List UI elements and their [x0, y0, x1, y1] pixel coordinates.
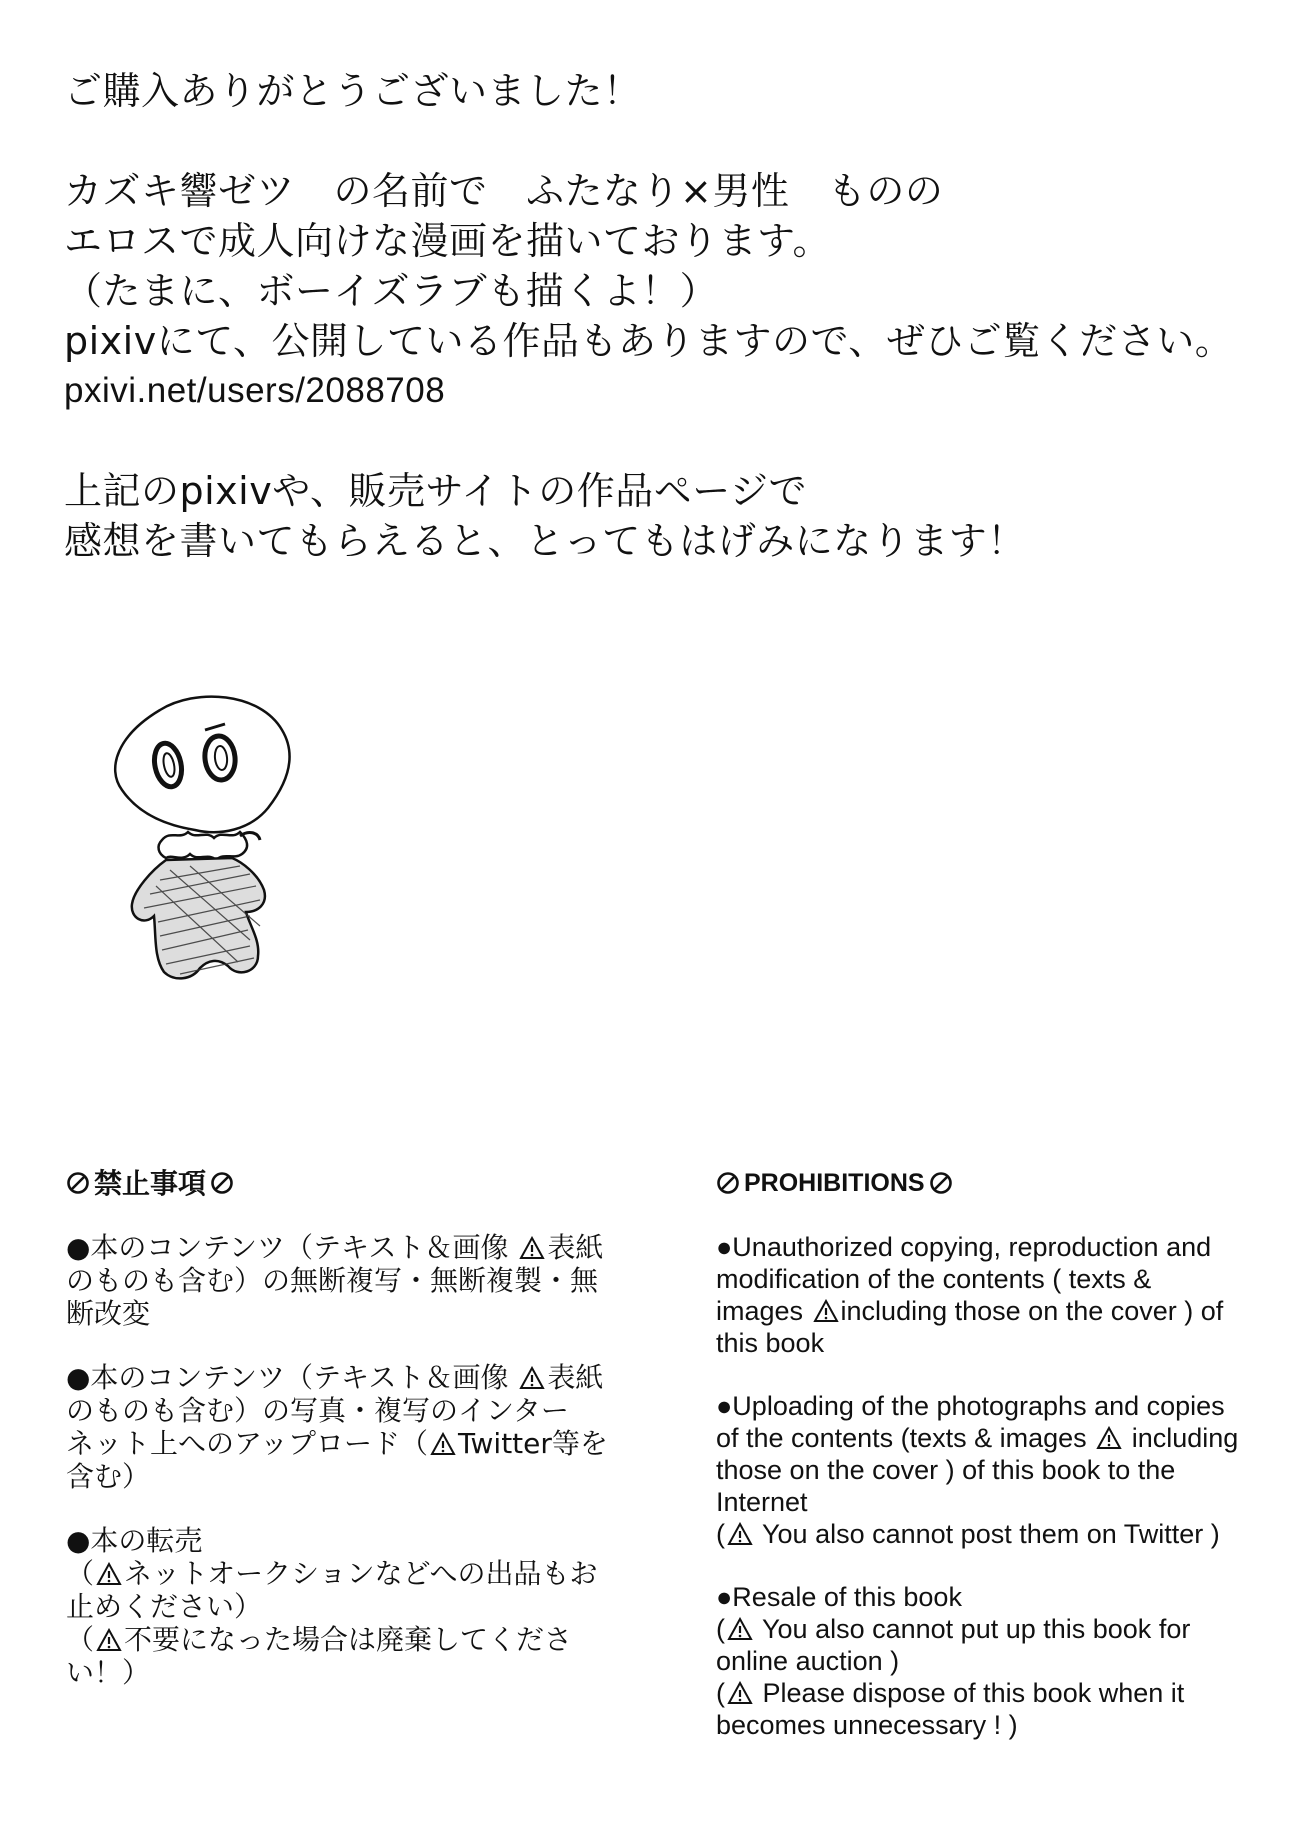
prohibitions-en-heading — [716, 1165, 1256, 1201]
thanks-text: ご購入ありがとうございました！ — [64, 69, 642, 113]
feedback-line: 感想を書いてもらえると、とってもはげみになります！ — [64, 519, 1026, 563]
item-text: ●Unauthorized copying, reproduction and — [716, 1232, 1212, 1262]
warning-icon — [519, 1236, 545, 1260]
intro-line: カズキ響ゼツ の名前で ふたなり×男性 ものの — [64, 169, 944, 213]
item-text: 止めください） — [66, 1590, 263, 1623]
item-text: images — [716, 1296, 811, 1326]
item-text: い！） — [66, 1656, 151, 1689]
intro-line: エロスで成人向けな漫画を描いております。 — [64, 219, 831, 263]
prohibition-item — [66, 1524, 626, 1689]
warning-icon — [519, 1366, 545, 1390]
item-text: ●本のコンテンツ（テキスト＆画像 — [66, 1231, 518, 1264]
item-text: modification of the contents ( texts & — [716, 1264, 1152, 1294]
item-text: Please dispose of this book when it — [755, 1678, 1185, 1708]
item-text: 表紙 — [547, 1361, 604, 1394]
prohibitions-ja-heading — [66, 1165, 626, 1201]
item-text: this book — [716, 1328, 825, 1358]
item-text: ( — [716, 1614, 725, 1644]
prohibitions-ja-title: 禁止事項 — [94, 1166, 207, 1200]
item-text: Internet — [716, 1487, 808, 1517]
item-text: のものも含む）の無断複写・無断複製・無 — [66, 1264, 599, 1297]
intro-section — [64, 66, 1244, 566]
item-text: Twitter等を — [458, 1427, 608, 1460]
item-text: becomes unnecessary ! ) — [716, 1710, 1018, 1740]
item-text: ネットオークションなどへの出品もお — [124, 1557, 598, 1590]
prohibited-icon — [66, 1171, 90, 1195]
item-text: ( — [716, 1519, 725, 1549]
item-text: ●本のコンテンツ（テキスト＆画像 — [66, 1361, 518, 1394]
pixiv-url-link[interactable]: pxivi.net/users/2088708 — [64, 371, 446, 410]
warning-icon — [1096, 1426, 1122, 1450]
item-text: including — [1124, 1423, 1239, 1453]
prohibited-icon — [210, 1171, 234, 1195]
prohibited-icon — [929, 1171, 953, 1195]
item-text: ●Uploading of the photographs and copies — [716, 1391, 1225, 1421]
warning-icon — [813, 1299, 839, 1323]
prohibition-item — [716, 1231, 1256, 1359]
item-text: ●Resale of this book — [716, 1582, 962, 1612]
warning-icon — [727, 1681, 753, 1705]
intro-line: pixivにて、公開している作品もありますので、ぜひご覧ください。 — [64, 319, 1234, 363]
feedback-line: 上記のpixivや、販売サイトの作品ページで — [64, 469, 808, 513]
item-text: online auction ) — [716, 1646, 900, 1676]
item-text: You also cannot put up this book for — [755, 1614, 1191, 1644]
prohibition-item — [66, 1361, 626, 1493]
item-text: ●本の転売 — [66, 1524, 203, 1557]
prohibition-item — [66, 1231, 626, 1330]
prohibition-item — [716, 1581, 1256, 1741]
item-text: including those on the cover ) of — [840, 1296, 1224, 1326]
warning-icon — [430, 1432, 456, 1456]
item-text: 不要になった場合は廃棄してくださ — [124, 1623, 573, 1656]
item-text: You also cannot post them on Twitter ) — [755, 1519, 1220, 1549]
item-text: ( — [716, 1678, 725, 1708]
prohibitions-en-title: PROHIBITIONS — [744, 1169, 925, 1197]
item-text: （ — [66, 1623, 95, 1656]
warning-icon — [96, 1628, 122, 1652]
item-text: those on the cover ) of this book to the — [716, 1455, 1176, 1485]
prohibition-item — [716, 1390, 1256, 1550]
prohibitions-ja — [66, 1165, 626, 1720]
item-text: 表紙 — [547, 1231, 604, 1264]
mascot-illustration — [100, 690, 340, 980]
item-text: ネット上へのアップロード（ — [66, 1427, 429, 1460]
warning-icon — [727, 1522, 753, 1546]
item-text: （ — [66, 1557, 95, 1590]
item-text: 含む） — [66, 1460, 151, 1493]
prohibitions-en — [716, 1165, 1256, 1772]
intro-line: （たまに、ボーイズラブも描くよ！） — [64, 269, 719, 313]
item-text: のものも含む）の写真・複写のインター — [66, 1394, 569, 1427]
warning-icon — [727, 1617, 753, 1641]
warning-icon — [96, 1562, 122, 1586]
item-text: 断改変 — [66, 1297, 151, 1330]
item-text: of the contents (texts & images — [716, 1423, 1095, 1453]
prohibited-icon — [716, 1171, 740, 1195]
